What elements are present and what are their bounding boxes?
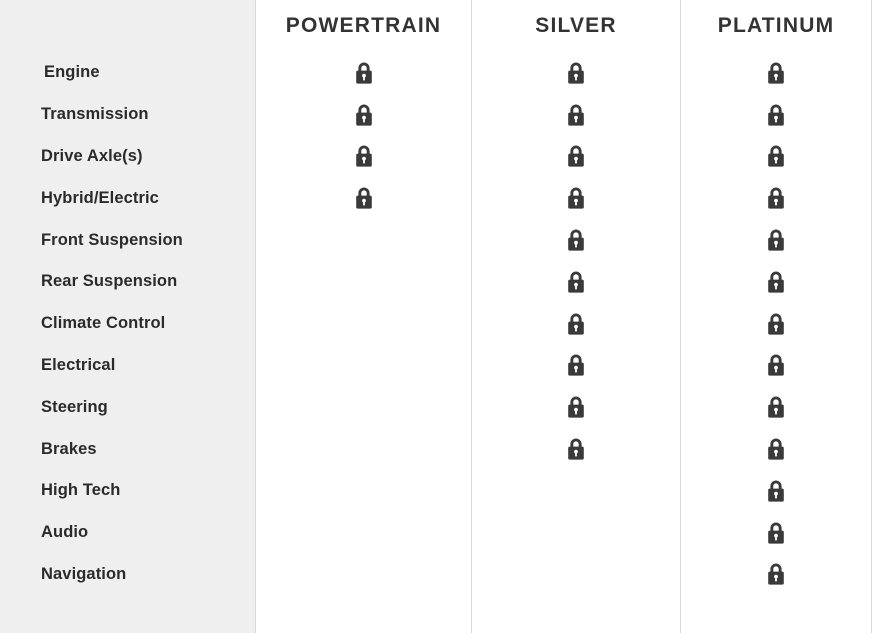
lock-icon <box>565 61 587 85</box>
coverage-cell <box>681 219 871 261</box>
lock-icon <box>765 186 787 210</box>
lock-icon <box>353 186 375 210</box>
lock-icon <box>353 144 375 168</box>
feature-row-drive-axles <box>0 136 255 178</box>
coverage-cell-empty <box>256 386 471 428</box>
feature-row-engine <box>0 52 255 94</box>
lock-icon <box>765 479 787 503</box>
lock-icon <box>353 61 375 85</box>
coverage-cell <box>472 261 680 303</box>
lock-icon <box>765 437 787 461</box>
coverage-cell <box>472 386 680 428</box>
plan-column-silver <box>471 0 680 633</box>
coverage-cell <box>472 94 680 136</box>
feature-label: Rear Suspension <box>41 272 178 291</box>
coverage-cell <box>681 261 871 303</box>
coverage-cell-empty <box>256 261 471 303</box>
lock-icon <box>565 312 587 336</box>
feature-row-electrical <box>0 345 255 387</box>
coverage-cell-empty <box>472 512 680 554</box>
feature-label: Steering <box>41 397 108 416</box>
feature-label: Transmission <box>41 105 149 124</box>
coverage-cell <box>472 136 680 178</box>
lock-icon <box>565 395 587 419</box>
coverage-cell-empty <box>472 554 680 596</box>
feature-label: Engine <box>44 63 100 82</box>
feature-row-high-tech <box>0 470 255 512</box>
coverage-cell-empty <box>256 512 471 554</box>
coverage-cell <box>681 386 871 428</box>
coverage-cell <box>256 177 471 219</box>
coverage-list-silver <box>472 52 680 595</box>
coverage-cell-empty <box>256 303 471 345</box>
coverage-cell <box>472 177 680 219</box>
coverage-cell-empty <box>472 470 680 512</box>
lock-icon <box>765 103 787 127</box>
feature-label: Climate Control <box>41 314 166 333</box>
coverage-cell <box>681 470 871 512</box>
lock-icon <box>565 437 587 461</box>
coverage-cell <box>256 136 471 178</box>
coverage-cell <box>681 428 871 470</box>
coverage-cell-empty <box>256 470 471 512</box>
feature-column-header <box>0 0 255 52</box>
coverage-cell-empty <box>256 554 471 596</box>
lock-icon <box>565 270 587 294</box>
feature-label: High Tech <box>41 481 121 500</box>
coverage-cell <box>681 303 871 345</box>
feature-row-brakes <box>0 428 255 470</box>
lock-icon <box>765 61 787 85</box>
feature-label: Drive Axle(s) <box>41 146 143 165</box>
coverage-cell <box>472 219 680 261</box>
feature-row-navigation <box>0 554 255 596</box>
plan-header-powertrain: POWERTRAIN <box>285 14 442 37</box>
coverage-cell <box>472 52 680 94</box>
coverage-list-powertrain <box>256 52 471 595</box>
plan-header-silver: SILVER <box>535 14 617 37</box>
coverage-cell <box>681 554 871 596</box>
plan-column-platinum <box>680 0 872 633</box>
feature-row-hybrid-electric <box>0 177 255 219</box>
feature-row-steering <box>0 386 255 428</box>
feature-row-audio <box>0 512 255 554</box>
feature-label: Hybrid/Electric <box>41 188 159 207</box>
coverage-cell <box>681 52 871 94</box>
lock-icon <box>765 312 787 336</box>
lock-icon <box>765 144 787 168</box>
coverage-cell-empty <box>256 428 471 470</box>
lock-icon <box>565 186 587 210</box>
lock-icon <box>765 521 787 545</box>
coverage-cell <box>472 303 680 345</box>
lock-icon <box>765 353 787 377</box>
feature-label-list <box>0 52 255 595</box>
coverage-cell <box>681 177 871 219</box>
coverage-cell <box>472 428 680 470</box>
lock-icon <box>353 103 375 127</box>
lock-icon <box>565 144 587 168</box>
coverage-cell <box>256 94 471 136</box>
plan-column-powertrain <box>255 0 471 633</box>
lock-icon <box>765 395 787 419</box>
lock-icon <box>565 353 587 377</box>
coverage-cell <box>472 345 680 387</box>
lock-icon <box>565 228 587 252</box>
lock-icon <box>565 103 587 127</box>
feature-label: Brakes <box>41 439 97 458</box>
feature-row-front-suspension <box>0 219 255 261</box>
coverage-list-platinum <box>681 52 871 595</box>
coverage-cell-empty <box>256 219 471 261</box>
feature-row-transmission <box>0 94 255 136</box>
coverage-cell <box>681 512 871 554</box>
plan-header-platinum: PLATINUM <box>717 14 835 37</box>
feature-column <box>0 0 255 633</box>
coverage-cell-empty <box>256 345 471 387</box>
lock-icon <box>765 562 787 586</box>
lock-icon <box>765 228 787 252</box>
feature-row-climate-control <box>0 303 255 345</box>
coverage-cell <box>681 94 871 136</box>
coverage-cell <box>681 345 871 387</box>
feature-label: Audio <box>41 523 89 542</box>
coverage-cell <box>681 136 871 178</box>
feature-label: Electrical <box>41 355 116 374</box>
feature-row-rear-suspension <box>0 261 255 303</box>
feature-label: Navigation <box>41 564 127 583</box>
lock-icon <box>765 270 787 294</box>
feature-label: Front Suspension <box>41 230 183 249</box>
coverage-cell <box>256 52 471 94</box>
